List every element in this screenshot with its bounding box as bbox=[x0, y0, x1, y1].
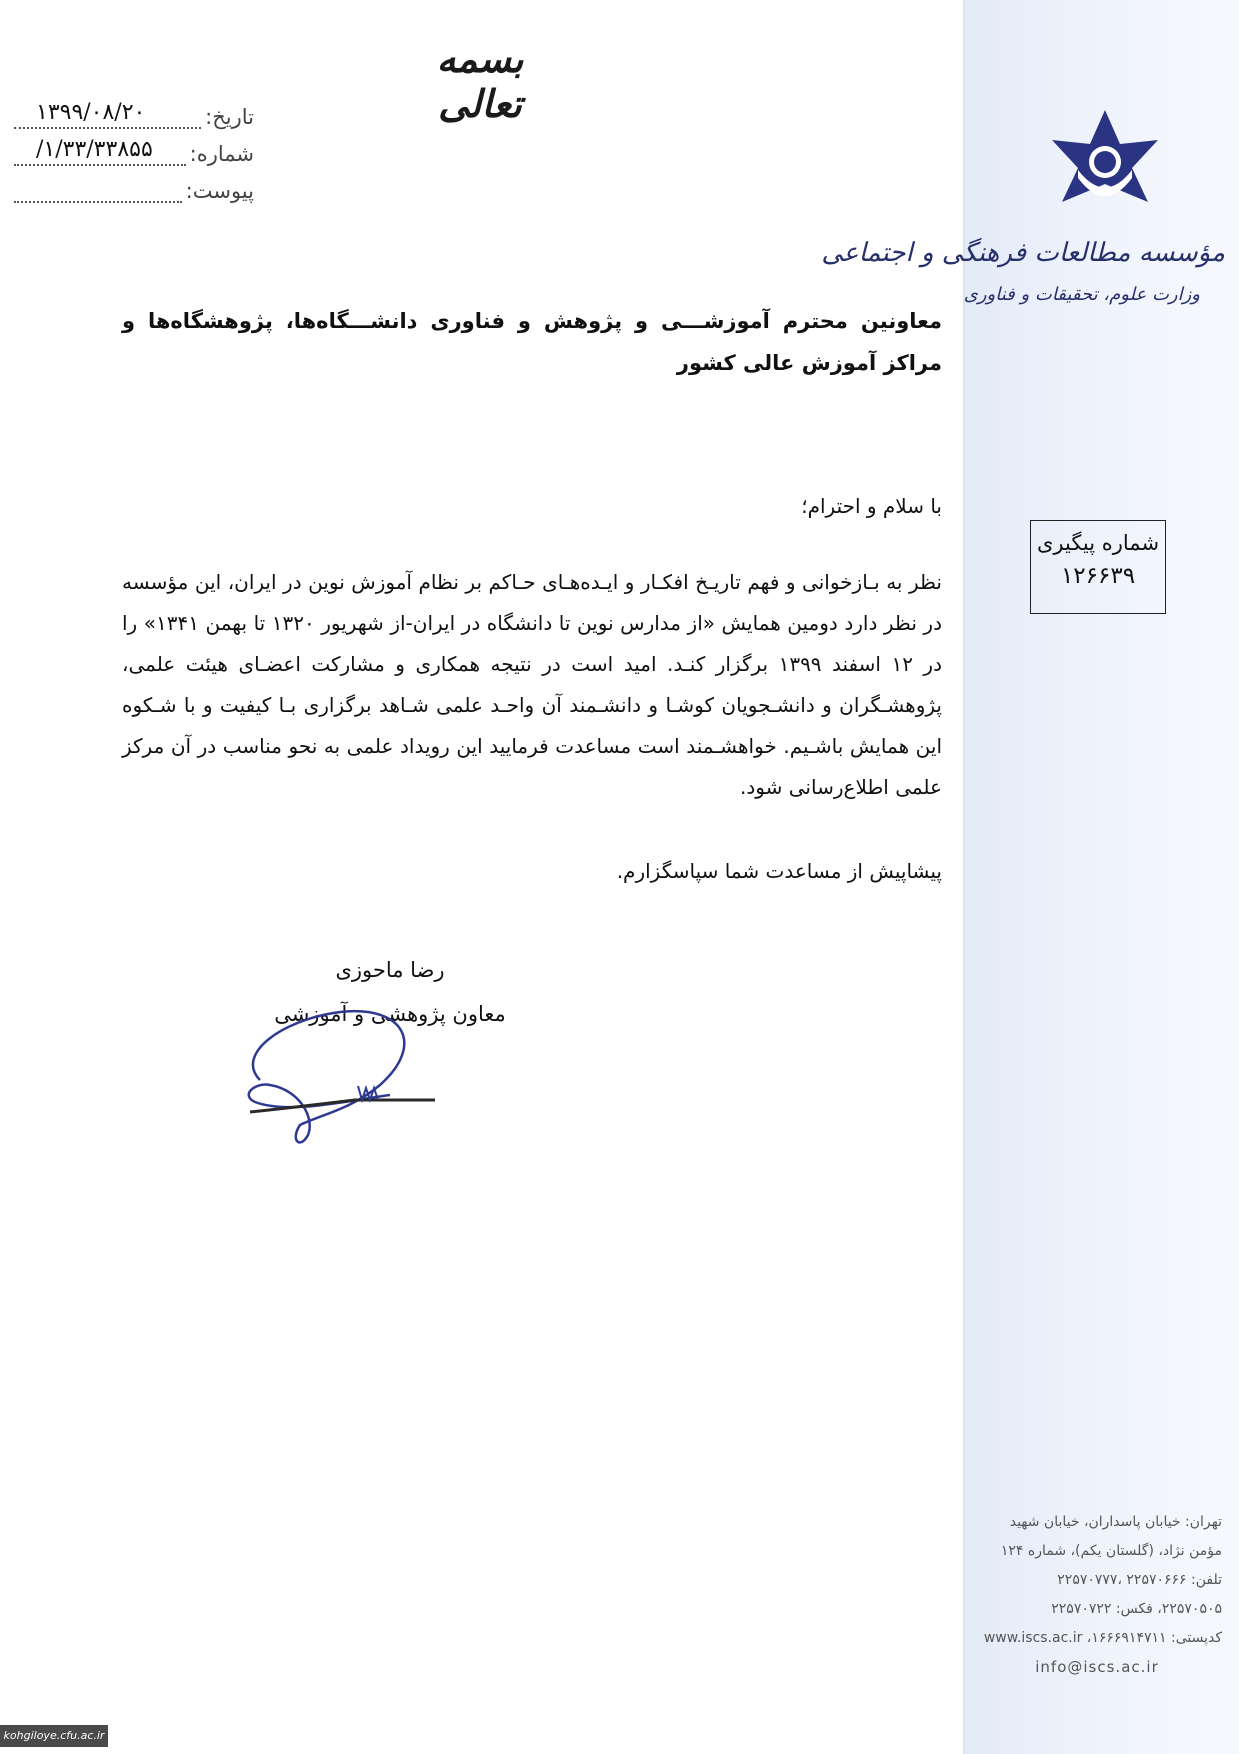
watermark-badge: kohgiloye.cfu.ac.ir bbox=[0, 1725, 108, 1747]
number-value: /۱/۳۳/۳۳۸۵۵ bbox=[36, 137, 153, 162]
tracking-number: ۱۲۶۶۳۹ bbox=[1060, 563, 1136, 589]
address-line-2: مؤمن نژاد، (گلستان یکم)، شماره ۱۲۴ bbox=[1000, 1543, 1222, 1559]
phone-line: تلفن: ۲۲۵۷۰۶۶۶ ،۲۲۵۷۰۷۷۷ bbox=[1057, 1572, 1222, 1588]
address-line-1: تهران: خیابان پاسداران، خیابان شهید bbox=[1009, 1514, 1222, 1530]
tracking-number-box bbox=[1030, 520, 1166, 614]
institution-name: مؤسسه مطالعات فرهنگی و اجتماعی bbox=[821, 238, 1225, 268]
greeting: با سلام و احترام؛ bbox=[801, 494, 942, 518]
letter-body: نظر به بـازخوانی و فهم تاریـخ افکـار و ایـده‌هـای حـاکم بر نظام آموزش نوین در ایران، این مؤسسه در نظر دارد دومین همایش «از مدارس نوین تا دانشگاه در ایران-از شهریور ۱۳۲۰ تا بهمن ۱۳۴۱» را در ۱۲ اسفند ۱۳۹۹ برگزار کنـد. امید است در نتیجه همکاری و مشارکت اعضـای هیئت علمی، پژوهشـگران و دانشـجویان کوشـا و دانشـمند آن واحـد علمی شـاهد برگزاری بـا کیفیت و با شـکوه این همایش باشـیم. خواهشـمند است مساعدت فرمایید این رویداد علمی به نحو مناسب در آن مرکز علمی اطلاع‌رسانی شود. bbox=[122, 570, 942, 799]
date-row bbox=[14, 92, 254, 129]
attachment-row bbox=[14, 166, 254, 203]
letter-metadata bbox=[14, 92, 254, 203]
basmala-heading: بسمه تعالی bbox=[436, 36, 524, 126]
postal-line: کدپستی: ۱۶۶۶۹۱۴۷۱۱، www.iscs.ac.ir bbox=[983, 1630, 1222, 1646]
number-row bbox=[14, 129, 254, 166]
closing-line: پیشاپیش از مساعدت شما سپاسگزارم. bbox=[616, 859, 942, 883]
attachment-label: پیوست: bbox=[185, 179, 254, 203]
signatory-title: معاون پژوهشی و آموزشی bbox=[274, 1002, 506, 1026]
addressee: معاونین محترم آموزشـــی و پژوهش و فناوری دانشـــگاه‌ها، پژوهشگاه‌ها و مراکز آموزش عالی کشور bbox=[122, 309, 942, 375]
date-label: تاریخ: bbox=[205, 105, 254, 129]
institution-logo-icon bbox=[1040, 110, 1170, 220]
tracking-label: شماره پیگیری bbox=[1036, 531, 1160, 555]
fax-line: ۲۲۵۷۰۵۰۵، فکس: ۲۲۵۷۰۷۲۲ bbox=[1051, 1601, 1222, 1617]
contact-block bbox=[972, 1508, 1222, 1682]
signatory-name: رضا ماحوزی bbox=[335, 958, 445, 982]
ministry-name: وزارت علوم، تحقیقات و فناوری bbox=[963, 284, 1200, 305]
date-value: ۱۳۹۹/۰۸/۲۰ bbox=[36, 100, 146, 125]
handwritten-signature-icon bbox=[230, 1000, 450, 1150]
number-label: شماره: bbox=[189, 142, 254, 166]
email-address: info@iscs.ac.ir bbox=[1035, 1658, 1159, 1676]
